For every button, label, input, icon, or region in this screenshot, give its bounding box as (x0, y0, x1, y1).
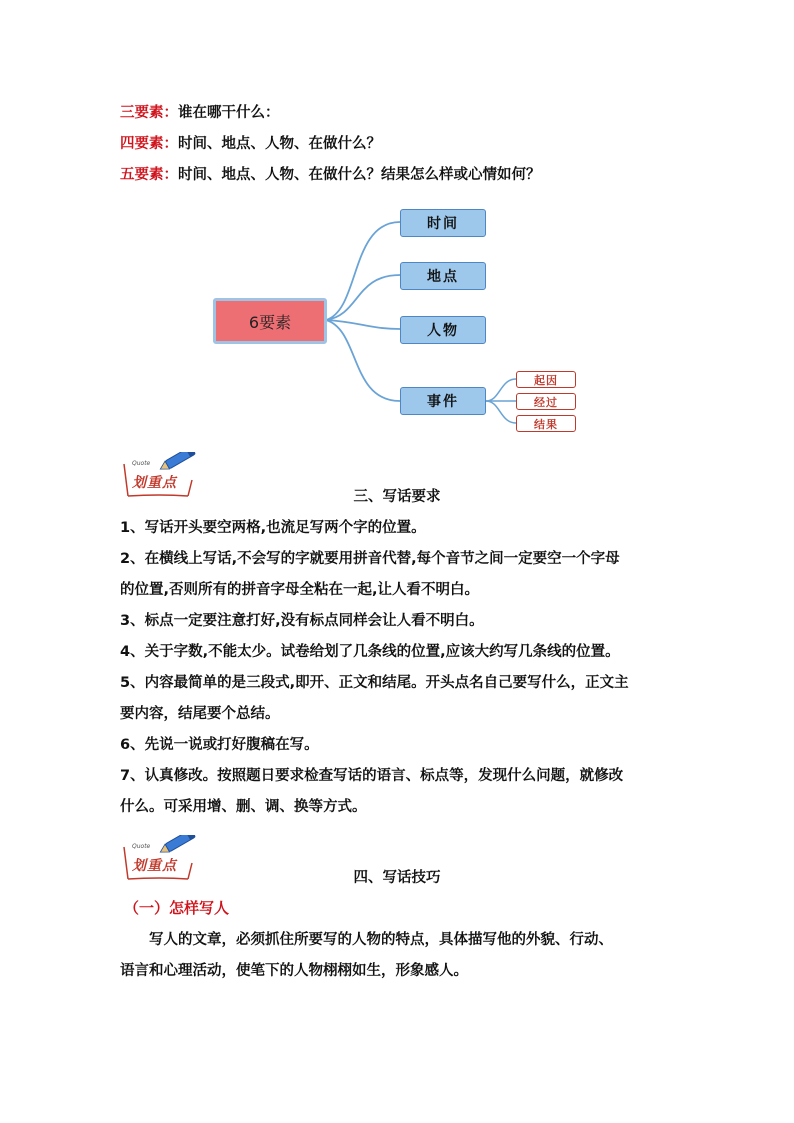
logo-quote: Quote (132, 460, 151, 467)
logo-quote: Quote (132, 843, 151, 850)
element-label: 三要素： (120, 105, 178, 121)
list-item: 的位置,否则所有的拼音字母全粘在一起,让人看不明白。 (120, 582, 480, 598)
logo-text: 划重点 (132, 475, 177, 491)
mindmap-connectors (0, 0, 794, 460)
section4-paragraph (120, 925, 680, 987)
mindmap-leaf-cause: 起因 (516, 371, 576, 388)
logo-text: 划重点 (132, 858, 177, 874)
list-item: 要内容，结尾要个总结。 (120, 706, 280, 722)
paragraph-line: 语言和心理活动，使笔下的人物栩栩如生，形象感人。 (120, 963, 468, 979)
section4-title: 四、写话技巧 (353, 870, 441, 886)
paragraph-line: 写人的文章，必须抓住所要写的人物的特点，具体描写他的外貌、行动、 (149, 932, 613, 948)
section3-list (120, 513, 680, 823)
section4-subheading: （一）怎样写人 (124, 899, 230, 917)
list-item: 4、关于字数,不能太少。试卷给划了几条线的位置,应该大约写几条线的位置。 (120, 644, 620, 660)
mindmap-branch-time: 时间 (400, 209, 486, 237)
list-item: 6、先说一说或打好腹稿在写。 (120, 737, 319, 753)
mindmap-center: 6要素 (213, 298, 327, 344)
element-text: 时间、地点、人物、在做什么？ (178, 136, 381, 152)
element-label: 四要素： (120, 136, 178, 152)
mindmap-branch-event: 事件 (400, 387, 486, 415)
list-item: 7、认真修改。按照题日要求检查写话的语言、标点等，发现什么问题，就修改 (120, 768, 624, 784)
mindmap-branch-place: 地点 (400, 262, 486, 290)
list-item: 什么。可采用增、删、调、换等方式。 (120, 799, 367, 815)
mindmap-branch-person: 人物 (400, 316, 486, 344)
list-item: 1、写话开头要空两格,也流足写两个字的位置。 (120, 520, 426, 536)
element-label: 五要素： (120, 167, 178, 183)
list-item: 5、内容最简单的是三段式,即开、正文和结尾。开头点名自己要写什么，正文主 (120, 675, 629, 691)
list-item: 2、在横线上写话,不会写的字就要用拼音代替,每个音节之间一定要空一个字母 (120, 551, 620, 567)
mindmap-leaf-result: 结果 (516, 415, 576, 432)
element-text: 谁在哪干什么： (178, 105, 280, 121)
list-item: 3、标点一定要注意打好,没有标点同样会让人看不明白。 (120, 613, 484, 629)
element-text: 时间、地点、人物、在做什么？结果怎么样或心情如何？ (178, 167, 541, 183)
section3-title: 三、写话要求 (353, 489, 441, 505)
mindmap-leaf-process: 经过 (516, 393, 576, 410)
